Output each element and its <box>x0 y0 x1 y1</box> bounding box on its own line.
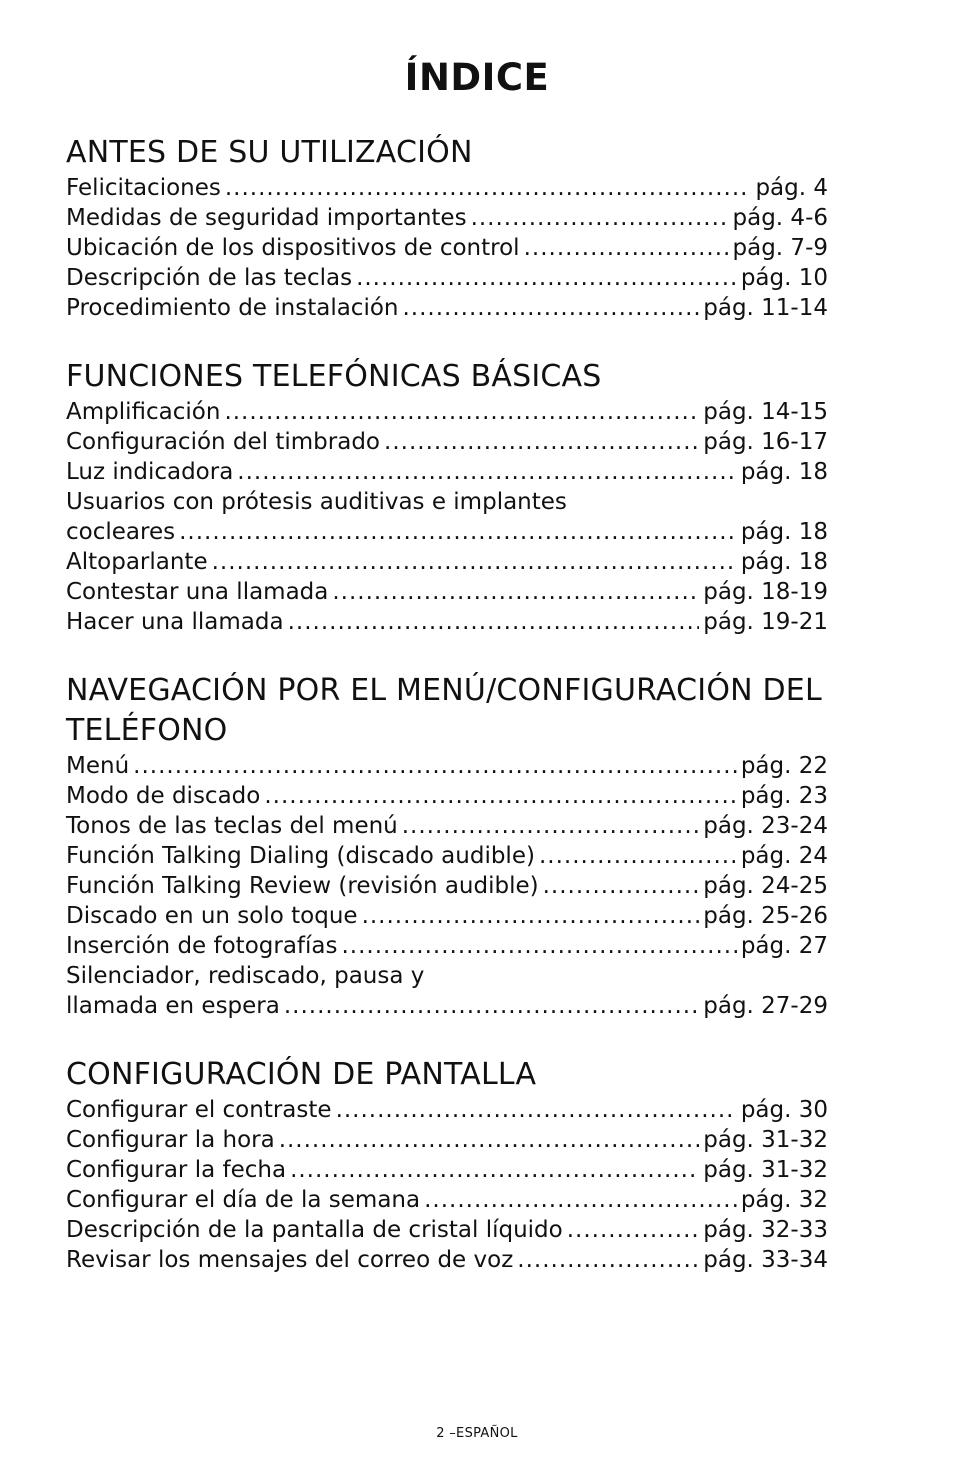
toc-entry[interactable] <box>66 841 828 871</box>
dot-leader <box>212 547 737 577</box>
dot-leader <box>567 1215 700 1245</box>
entry-label: Revisar los mensajes del correo de voz <box>66 1247 514 1273</box>
section-heading: CONFIGURACIÓN DE PANTALLA <box>66 1057 537 1092</box>
toc-entry[interactable] <box>66 1155 828 1185</box>
entry-label: Modo de discado <box>66 783 261 809</box>
toc-section-pantalla <box>66 1055 828 1275</box>
toc-entry-list <box>66 751 828 1021</box>
toc-entry[interactable] <box>66 607 828 637</box>
entry-label: Configurar el contraste <box>66 1097 332 1123</box>
dot-leader <box>224 397 699 427</box>
entry-label-continued: cocleares <box>66 519 176 545</box>
dot-leader <box>288 607 700 637</box>
entry-label: Configuración del timbrado <box>66 429 381 455</box>
entry-label: Usuarios con prótesis auditivas e implantes <box>66 489 567 515</box>
dot-leader <box>471 203 729 233</box>
entry-label: Contestar una llamada <box>66 579 329 605</box>
entry-page: pág. 18-19 <box>703 579 828 605</box>
dot-leader <box>539 841 737 871</box>
toc-entry[interactable] <box>66 1185 828 1215</box>
entry-page: pág. 11-14 <box>703 295 828 321</box>
entry-page: pág. 27-29 <box>703 993 828 1019</box>
dot-leader <box>517 1245 699 1275</box>
entry-label: Medidas de seguridad importantes <box>66 205 467 231</box>
entry-page: pág. 23-24 <box>703 813 828 839</box>
toc-entry[interactable] <box>66 781 828 811</box>
dot-leader <box>543 871 700 901</box>
entry-page: pág. 24 <box>740 843 828 869</box>
entry-label-continued: llamada en espera <box>66 993 280 1019</box>
dot-leader <box>133 751 737 781</box>
entry-page: pág. 25-26 <box>703 903 828 929</box>
entry-label: Silenciador, rediscado, pausa y <box>66 963 425 989</box>
entry-label: Configurar la fecha <box>66 1157 287 1183</box>
toc-entry-multiline[interactable] <box>66 487 828 547</box>
dot-leader <box>362 901 700 931</box>
toc-entry[interactable] <box>66 1095 828 1125</box>
entry-page: pág. 22 <box>740 753 828 779</box>
dot-leader <box>279 1125 700 1155</box>
section-spacer <box>66 1021 828 1055</box>
entry-label: Descripción de las teclas <box>66 265 353 291</box>
entry-page: pág. 19-21 <box>703 609 828 635</box>
section-heading: FUNCIONES TELEFÓNICAS BÁSICAS <box>66 359 602 394</box>
page-footer: 2 –ESPAÑOL <box>436 1426 518 1441</box>
toc-entry-list <box>66 1095 828 1275</box>
toc-entry[interactable] <box>66 397 828 427</box>
dot-leader <box>237 457 737 487</box>
entry-page: pág. 16-17 <box>703 429 828 455</box>
section-spacer <box>66 323 828 357</box>
toc-entry[interactable] <box>66 871 828 901</box>
toc-entry[interactable] <box>66 931 828 961</box>
dot-leader <box>424 1185 737 1215</box>
entry-label: Función Talking Dialing (discado audible) <box>66 843 535 869</box>
entry-page: pág. 33-34 <box>703 1247 828 1273</box>
toc-entry[interactable] <box>66 457 828 487</box>
toc-entry[interactable] <box>66 751 828 781</box>
entry-label: Configurar el día de la semana <box>66 1187 421 1213</box>
dot-leader <box>384 427 699 457</box>
toc-entry[interactable] <box>66 901 828 931</box>
toc-entry-multiline[interactable] <box>66 961 828 1021</box>
dot-leader <box>336 1095 737 1125</box>
toc-entry[interactable] <box>66 427 828 457</box>
toc-entry[interactable] <box>66 173 828 203</box>
toc-section-antes <box>66 133 828 323</box>
entry-label: Amplificación <box>66 399 221 425</box>
entry-label: Hacer una llamada <box>66 609 284 635</box>
section-heading-continued: TELÉFONO <box>66 713 228 748</box>
entry-page: pág. 27 <box>740 933 828 959</box>
entry-label: Menú <box>66 753 130 779</box>
toc-section-navegacion <box>66 671 828 1021</box>
entry-label: Procedimiento de instalación <box>66 295 399 321</box>
entry-label: Felicitaciones <box>66 175 221 201</box>
entry-page: pág. 32-33 <box>703 1217 828 1243</box>
entry-label: Inserción de fotografías <box>66 933 338 959</box>
entry-page: pág. 23 <box>740 783 828 809</box>
toc-entry[interactable] <box>66 1125 828 1155</box>
table-of-contents <box>66 133 828 1275</box>
dot-leader <box>403 293 700 323</box>
entry-page: pág. 7-9 <box>732 235 828 261</box>
dot-leader <box>402 811 700 841</box>
entry-page: pág. 10 <box>740 265 828 291</box>
dot-leader <box>284 991 699 1021</box>
entry-page: pág. 18 <box>740 459 828 485</box>
toc-entry[interactable] <box>66 1215 828 1245</box>
section-heading: ANTES DE SU UTILIZACIÓN <box>66 135 473 170</box>
toc-section-funciones <box>66 357 828 637</box>
toc-entry-list <box>66 173 828 323</box>
entry-label: Tonos de las teclas del menú <box>66 813 398 839</box>
entry-page: pág. 14-15 <box>703 399 828 425</box>
section-heading: NAVEGACIÓN POR EL MENÚ/CONFIGURACIÓN DEL <box>66 673 822 708</box>
toc-entry[interactable] <box>66 547 828 577</box>
entry-label: Ubicación de los dispositivos de control <box>66 235 520 261</box>
entry-page: pág. 18 <box>740 519 828 545</box>
entry-page: pág. 31-32 <box>703 1127 828 1153</box>
entry-page: pág. 32 <box>740 1187 828 1213</box>
entry-page: pág. 24-25 <box>703 873 828 899</box>
entry-label: Función Talking Review (revisión audible) <box>66 873 539 899</box>
toc-entry[interactable] <box>66 203 828 233</box>
toc-entry[interactable] <box>66 577 828 607</box>
toc-entry[interactable] <box>66 811 828 841</box>
entry-label: Discado en un solo toque <box>66 903 358 929</box>
dot-leader <box>524 233 729 263</box>
dot-leader <box>290 1155 699 1185</box>
entry-page: pág. 4 <box>755 175 828 201</box>
dot-leader <box>264 781 736 811</box>
dot-leader <box>356 263 737 293</box>
entry-page: pág. 30 <box>740 1097 828 1123</box>
toc-entry[interactable] <box>66 1245 828 1275</box>
entry-label: Descripción de la pantalla de cristal líquido <box>66 1217 563 1243</box>
entry-label: Altoparlante <box>66 549 208 575</box>
entry-page: pág. 18 <box>740 549 828 575</box>
dot-leader <box>179 517 737 547</box>
dot-leader <box>341 931 736 961</box>
dot-leader <box>225 173 752 203</box>
dot-leader <box>332 577 699 607</box>
entry-page: pág. 31-32 <box>703 1157 828 1183</box>
page-title: ÍNDICE <box>404 56 550 99</box>
section-spacer <box>66 637 828 671</box>
toc-entry[interactable] <box>66 233 828 263</box>
entry-page: pág. 4-6 <box>732 205 828 231</box>
toc-entry-list <box>66 397 828 637</box>
toc-entry[interactable] <box>66 293 828 323</box>
entry-label: Configurar la hora <box>66 1127 275 1153</box>
toc-entry[interactable] <box>66 263 828 293</box>
entry-label: Luz indicadora <box>66 459 234 485</box>
